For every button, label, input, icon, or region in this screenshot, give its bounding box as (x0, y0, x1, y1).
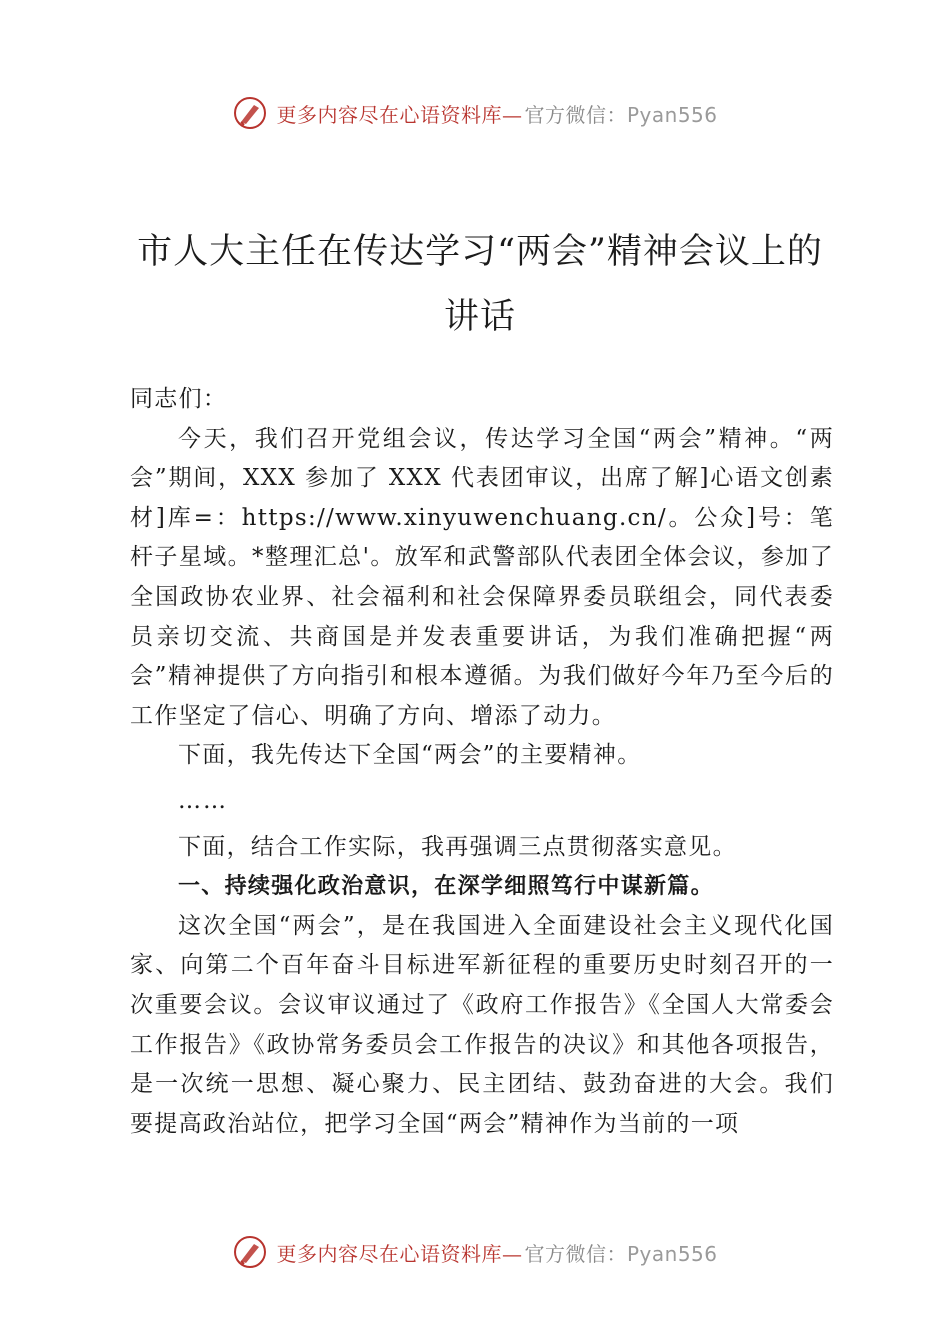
watermark-text: 更多内容尽在心语资料库— 官方微信：Pyan556 (276, 102, 718, 127)
quill-pen-icon (232, 95, 268, 131)
paragraph-3: 下面，结合工作实际，我再强调三点贯彻落实意见。 (178, 833, 737, 860)
paragraph-1: 今天，我们召开党组会议，传达学习全国“两会”精神。“两会”期间，XXX 参加了 XXX 代表团审议，出席了解]心语文创素材]库=：https://www.xinyuwenchuang.cn/。公众]号：笔杆子星域。*整理汇总'。放军和武警部队代表团全体会议，参加了全国政协农业界、社会福利和社会保障界委员联组会，同代表委员亲切交流、共商国是并发表重要讲话，为我们准确把握“两会”精神提供了方向指引和根本遵循。为我们做好今年乃至今后的工作坚定了信心、明确了方向、增添了动力。 (130, 425, 834, 729)
salutation: 同志们： (130, 386, 228, 412)
ellipsis: …… (178, 787, 228, 814)
footer-watermark (0, 1232, 950, 1272)
section-heading-1: 一、持续强化政治意识，在深学细照笃行中谋新篇。 (178, 874, 714, 900)
title-line-1: 市人大主任在传达学习“两会”精神会议上的 (137, 232, 823, 272)
header-watermark (0, 93, 950, 133)
title-line-2: 讲话 (443, 297, 516, 337)
document-title (110, 220, 850, 350)
quill-pen-icon (232, 1234, 268, 1270)
document-body (130, 380, 834, 1144)
watermark-text: 更多内容尽在心语资料库— 官方微信：Pyan556 (276, 1241, 718, 1266)
paragraph-2: 下面，我先传达下全国“两会”的主要精神。 (178, 742, 642, 769)
paragraph-4: 这次全国“两会”，是在我国进入全面建设社会主义现代化国家、向第二个百年奋斗目标进军新征程的重要历史时刻召开的一次重要会议。会议审议通过了《政府工作报告》《全国人大常委会工作报告》《政协常务委员会工作报告的决议》和其他各项报告，是一次统一思想、凝心聚力、民主团结、鼓劲奋进的大会。我们要提高政治站位，把学习全国“两会”精神作为当前的一项 (130, 912, 834, 1137)
